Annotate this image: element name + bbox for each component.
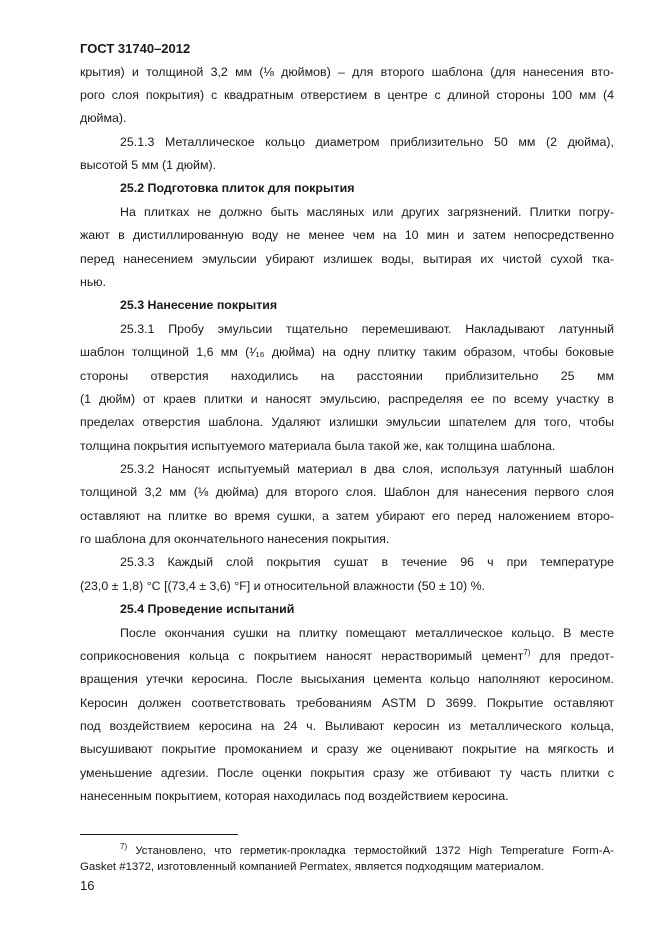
text-line: толщиной 3,2 мм (⅛ дюйма) для второго слоя. Шаблон для нанесения первого слоя [80, 485, 614, 499]
text-line: высушивают покрытие промоканием и сразу же оценивают покрытие на мягкость и [80, 742, 614, 756]
text-line: нанесенным покрытием, которая находилась под воздействием керосина. [80, 789, 509, 803]
text-line: дюйма). [80, 111, 127, 125]
text-line: шаблон толщиной 1,6 мм (¹⁄₁₆ дюйма) на одну плитку таким образом, чтобы боковые [80, 345, 614, 359]
section-heading: 25.4 Проведение испытаний [120, 602, 295, 616]
text-line: под воздействием керосина на 24 ч. Выливают керосин из металлического кольца, [80, 719, 614, 733]
footnote-text: Установлено, что герметик-прокладка термостойкий 1372 High Temperature Form-A- [135, 845, 614, 857]
text-line [80, 647, 614, 665]
text-line: (23,0 ± 1,8) °С [(73,4 ± 3,6) °F] и относительной влажности (50 ± 10) %. [80, 579, 486, 593]
section-heading: 25.3 Нанесение покрытия [120, 298, 278, 312]
text-line: уменьшение адгезии. После оценки покрытия сразу же отбивают ту часть плитки с [80, 766, 614, 780]
footnote-marker: 7) [120, 842, 128, 851]
text-segment: для предот- [530, 649, 614, 663]
text-line: 25.3.1 Пробу эмульсии тщательно перемешивают. Накладывают латунный [120, 322, 614, 336]
text-line: высотой 5 мм (1 дюйм). [80, 158, 217, 172]
text-line: 25.3.2 Наносят испытуемый материал в два слоя, используя латунный шаблон [120, 462, 614, 476]
text-line: жают в дистиллированную воду не менее чем на 10 мин и затем непосредственно [80, 228, 614, 242]
text-line: На плитках не должно быть масляных или других загрязнений. Плитки погру- [120, 205, 614, 219]
section-heading: 25.2 Подготовка плиток для покрытия [120, 181, 355, 195]
text-line: крытия) и толщиной 3,2 мм (⅛ дюймов) – для второго шаблона (для нанесения вто- [80, 65, 614, 79]
text-line: вращения утечки керосина. После высыхания цемента кольцо наполняют керосином. [80, 672, 614, 686]
text-line: нью. [80, 275, 107, 289]
text-line: стороны отверстия находились на расстоянии приблизительно 25 мм [80, 369, 614, 383]
text-line: оставляют на плитке во время сушки, а затем убирают его перед наложением второ- [80, 509, 614, 523]
text-line: После окончания сушки на плитку помещают металлическое кольцо. В месте [120, 626, 614, 640]
footnote-line: Gasket #1372, изготовленный компанией Permatex, является подходящим материалом. [80, 861, 545, 873]
text-line: пределах отверстия шаблона. Удаляют излишки эмульсии шпателем для того, чтобы [80, 415, 614, 429]
text-line: 25.3.3 Каждый слой покрытия сушат в течение 96 ч при температуре [120, 555, 614, 569]
text-line: (1 дюйм) от краев плитки и наносят эмульсию, распределяя ее по всему участку в [80, 392, 614, 406]
footnote-ref: 7) [523, 648, 531, 657]
text-segment: соприкосновения кольца с покрытием наносят нерастворимый цемент [80, 649, 524, 663]
standard-header: ГОСТ 31740–2012 [80, 41, 191, 56]
text-line: перед нанесением эмульсии убирают излишек воды, вытирая их чистой сухой тка- [80, 252, 614, 266]
page-number: 16 [80, 878, 95, 893]
footnote-line [80, 843, 614, 859]
text-line: рого слоя покрытия) с квадратным отверстием в центре с длиной стороны 100 мм (4 [80, 88, 614, 102]
text-line: 25.1.3 Металлическое кольцо диаметром приблизительно 50 мм (2 дюйма), [120, 135, 614, 149]
text-line: Керосин должен соответствовать требованиям ASTM D 3699. Покрытие оставляют [80, 696, 614, 710]
footnote-divider [80, 834, 238, 835]
text-line: толщина покрытия испытуемого материала была такой же, как толщина шаблона. [80, 439, 556, 453]
text-line: го шаблона для окончательного нанесения покрытия. [80, 532, 390, 546]
